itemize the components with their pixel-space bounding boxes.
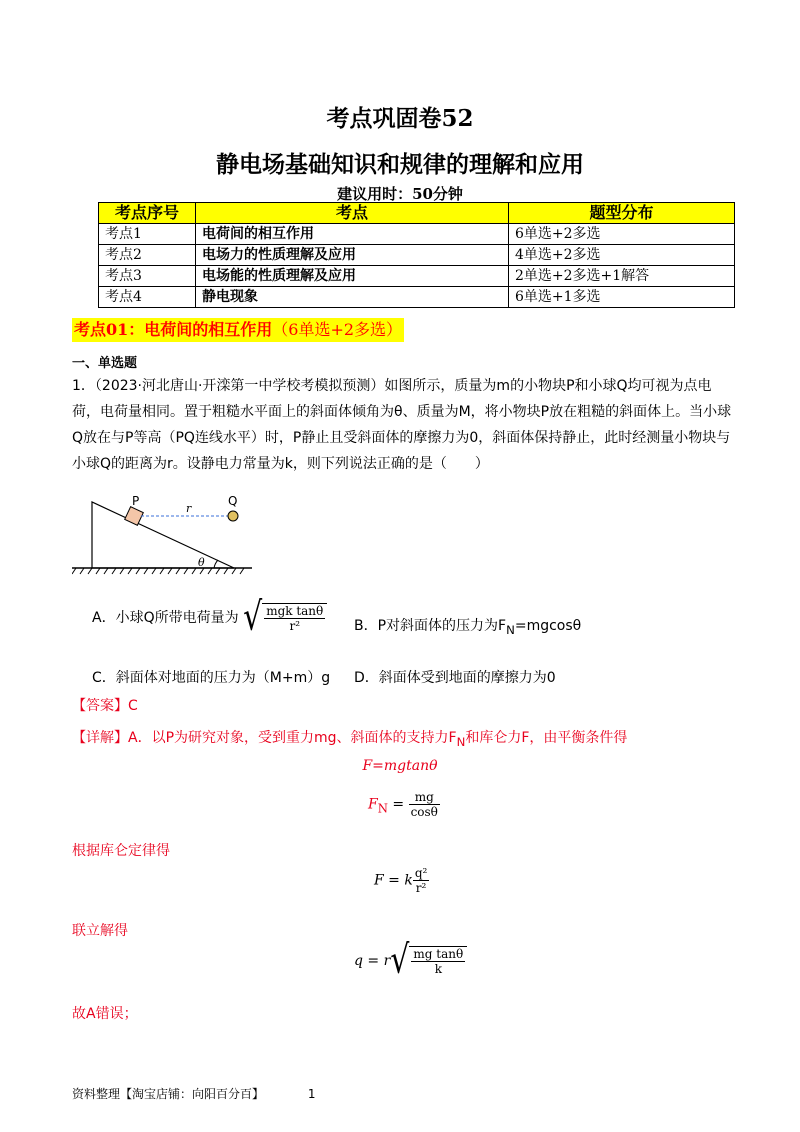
question-text: 1．（2023·河北唐山·开滦第一中学校考模拟预测）如图所示，质量为m的小物块P和小球Q均可视为点电荷，电荷量相同。置于粗糙水平面上的斜面体倾角为θ、质量为M，将小物块P放在粗糙的斜面体上。当小球Q放在与P等高（PQ连线水平）时，P静止且受斜面体的摩擦力为0，斜面体保持静止，此时经测量小物块与小球Q的距离为r。设静电力常量为k，则下列说法正确的是（ ） — [72, 378, 732, 472]
equation-3-numerator: q² — [414, 866, 428, 880]
equation-3 — [374, 866, 429, 895]
incline-figure — [72, 494, 252, 578]
equation-4-lhs: q = r — [354, 953, 391, 969]
equation-1: F=mgtanθ — [362, 758, 438, 774]
equation-2 — [368, 790, 440, 819]
footer-source: 资料整理【淘宝店铺：向阳百分百】 — [72, 1087, 265, 1101]
question-type-heading: 一、单选题 — [72, 356, 138, 371]
equation-3-denominator: r² — [415, 881, 427, 895]
ball-q — [228, 511, 238, 521]
detail-intro-subscript: N — [456, 734, 466, 749]
header-cell: 考点序号 — [99, 203, 196, 224]
option-b-text: B．P对斜面体的压力为F — [354, 618, 507, 634]
section-heading-bold: 考点01：电荷间的相互作用 — [74, 320, 273, 339]
detail-intro: A．以P为研究对象，受到重力mg、斜面体的支持力F — [128, 730, 457, 746]
incline-body — [92, 502, 234, 568]
option-a-text: A．小球Q所带电荷量为 — [92, 610, 239, 626]
equation-2-numerator: mg — [409, 790, 440, 805]
label-p: P — [132, 494, 140, 508]
header-cell: 考点 — [196, 203, 509, 224]
equation-4-denominator: k — [434, 962, 442, 976]
table-row — [99, 266, 735, 287]
table-cell: 考点1 — [99, 224, 196, 245]
table-cell: 2单选+2多选+1解答 — [509, 266, 735, 287]
equation-3-lhs: F = k — [374, 872, 413, 889]
table-cell: 静电现象 — [196, 287, 509, 308]
sqrt-icon: √ — [390, 937, 410, 984]
table-cell: 4单选+2多选 — [509, 245, 735, 266]
header-cell: 题型分布 — [509, 203, 735, 224]
block-p — [125, 507, 144, 526]
coulomb-note: 根据库仑定律得 — [72, 843, 170, 859]
equation-4-numerator: mg tanθ — [413, 947, 464, 961]
page-subtitle: 静电场基础知识和规律的理解和应用 — [216, 151, 584, 178]
table-cell: 6单选+1多选 — [509, 287, 735, 308]
table-cell: 电荷间的相互作用 — [196, 224, 509, 245]
footer — [72, 1085, 315, 1102]
option-a — [92, 594, 327, 641]
table-cell: 电场力的性质理解及应用 — [196, 245, 509, 266]
suggested-time: 建议用时：50分钟 — [337, 185, 463, 203]
option-b-subscript: N — [506, 622, 515, 637]
table-cell: 电场能的性质理解及应用 — [196, 266, 509, 287]
detail-intro-tail: 和库仑力F，由平衡条件得 — [465, 730, 628, 746]
equation-2-subscript: N — [377, 801, 388, 816]
table-cell: 考点2 — [99, 245, 196, 266]
sqrt-icon: √ — [243, 594, 263, 641]
label-q: Q — [228, 494, 238, 508]
conclusion: 故A错误； — [72, 1006, 138, 1022]
option-b — [354, 615, 581, 637]
table-header-row — [99, 203, 735, 224]
detail-line — [72, 727, 742, 749]
option-a-denominator: r² — [289, 619, 300, 633]
option-b-tail: =mgcosθ — [514, 618, 582, 634]
option-a-numerator: mgk tanθ — [266, 604, 324, 618]
answer-tag: 【答案】C — [72, 698, 138, 714]
table-cell: 考点4 — [99, 287, 196, 308]
angle-arc — [214, 560, 218, 568]
equation-2-denominator: cosθ — [410, 805, 438, 819]
section-heading-count: （6单选+2多选） — [272, 320, 403, 339]
table-row — [99, 245, 735, 266]
option-c: C．斜面体对地面的压力为（M+m）g — [92, 670, 331, 686]
label-r: r — [186, 502, 192, 515]
overview-table — [98, 202, 735, 308]
page-title: 考点巩固卷52 — [326, 105, 474, 132]
option-d: D．斜面体受到地面的摩擦力为0 — [354, 670, 556, 686]
equation-2-equals: = — [387, 796, 409, 813]
ground-hatch — [72, 568, 244, 574]
angle-label: θ — [198, 556, 205, 569]
detail-tag: 【详解】 — [72, 730, 128, 746]
page-number: 1 — [307, 1087, 316, 1101]
table-cell: 6单选+2多选 — [509, 224, 735, 245]
equation-4 — [354, 937, 467, 984]
table-cell: 考点3 — [99, 266, 196, 287]
combine-note: 联立解得 — [72, 923, 128, 939]
section-heading — [72, 318, 404, 342]
table-row — [99, 287, 735, 308]
table-row — [99, 224, 735, 245]
equation-2-lhs: F — [368, 796, 378, 813]
